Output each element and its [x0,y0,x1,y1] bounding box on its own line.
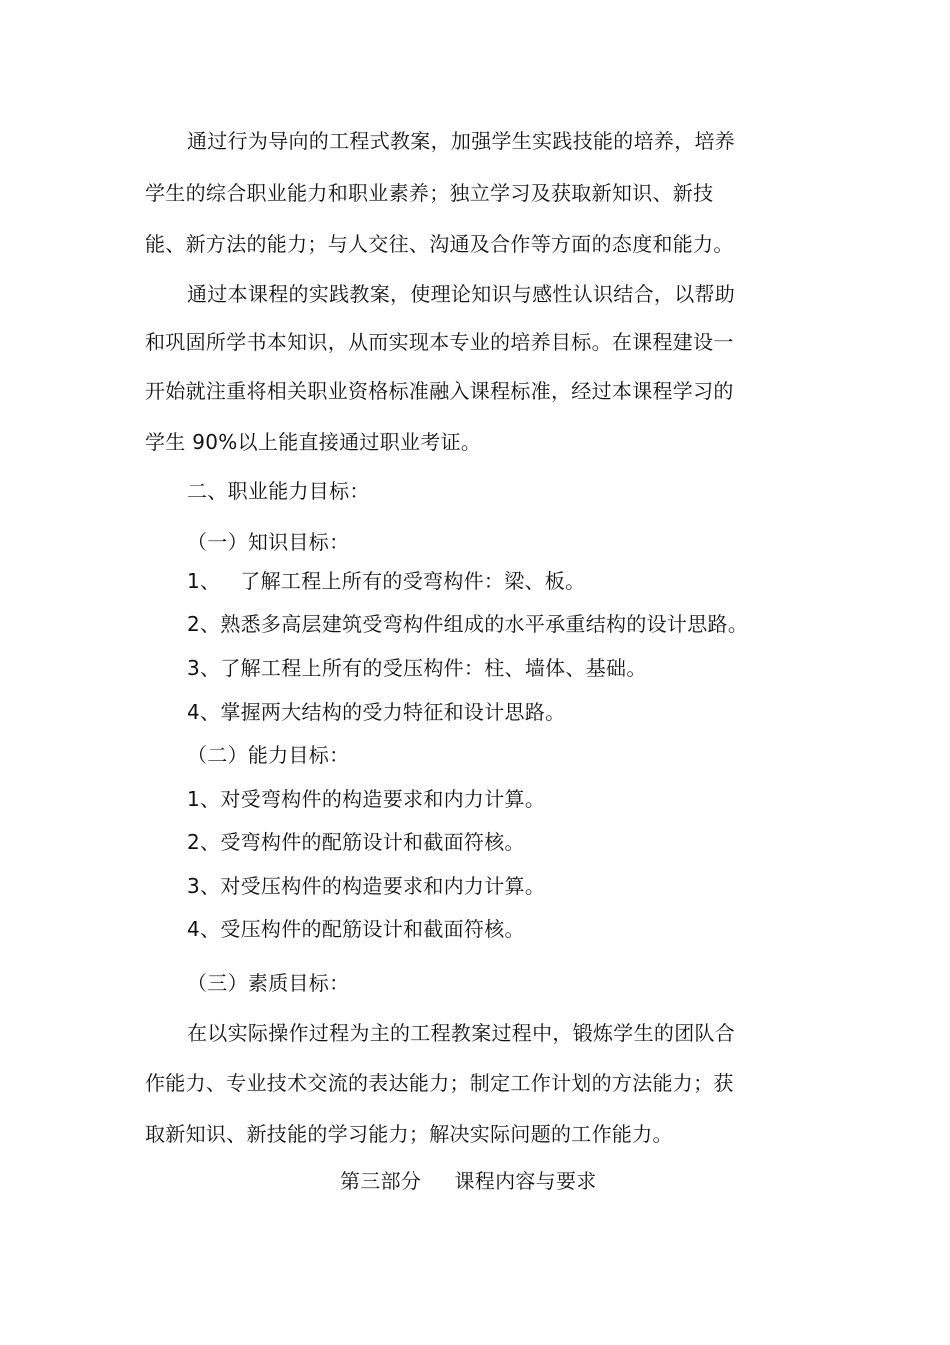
intro-paragraph-2-line-4: 学生 90%以上能直接通过职业考证。 [145,430,482,454]
knowledge-item-3: 3、了解工程上所有的受压构件：柱、墙体、基础。 [187,656,647,680]
intro-paragraph-2-line-2: 和巩固所学书本知识，从而实现本专业的培养目标。在课程建设一 [145,330,734,354]
intro-paragraph-1-line-3: 能、新方法的能力；与人交往、沟通及合作等方面的态度和能力。 [145,232,734,256]
quality-paragraph-line-3: 取新知识、新技能的学习能力；解决实际问题的工作能力。 [145,1122,673,1146]
part-three-title: 第三部分 课程内容与要求 [340,1169,597,1193]
subheading-quality-goals: （三）素质目标： [187,971,350,995]
ability-item-2: 2、受弯构件的配筋设计和截面符核。 [187,830,525,854]
intro-paragraph-1-line-1: 通过行为导向的工程式教案，加强学生实践技能的培养，培养 [187,129,736,153]
quality-paragraph-line-1: 在以实际操作过程为主的工程教案过程中，锻炼学生的团队合 [187,1021,736,1045]
ability-item-1: 1、对受弯构件的构造要求和内力计算。 [187,787,546,811]
knowledge-item-4: 4、掌握两大结构的受力特征和设计思路。 [187,700,566,724]
section-heading-career-ability-goals: 二、职业能力目标： [187,479,370,503]
ability-item-4: 4、受压构件的配筋设计和截面符核。 [187,917,525,941]
subheading-ability-goals: （二）能力目标： [187,743,350,767]
intro-paragraph-2-line-1: 通过本课程的实践教案，使理论知识与感性认识结合，以帮助 [187,282,736,306]
knowledge-item-2: 2、熟悉多高层建筑受弯构件组成的水平承重结构的设计思路。 [187,612,749,636]
ability-item-3: 3、对受压构件的构造要求和内力计算。 [187,874,546,898]
knowledge-item-1: 1、 了解工程上所有的受弯构件：梁、板。 [187,569,586,593]
subheading-knowledge-goals: （一）知识目标： [187,530,350,554]
quality-paragraph-line-2: 作能力、专业技术交流的表达能力；制定工作计划的方法能力；获 [145,1071,734,1095]
intro-paragraph-2-line-3: 开始就注重将相关职业资格标准融入课程标准，经过本课程学习的 [145,379,734,403]
intro-paragraph-1-line-2: 学生的综合职业能力和职业素养；独立学习及获取新知识、新技 [145,181,714,205]
